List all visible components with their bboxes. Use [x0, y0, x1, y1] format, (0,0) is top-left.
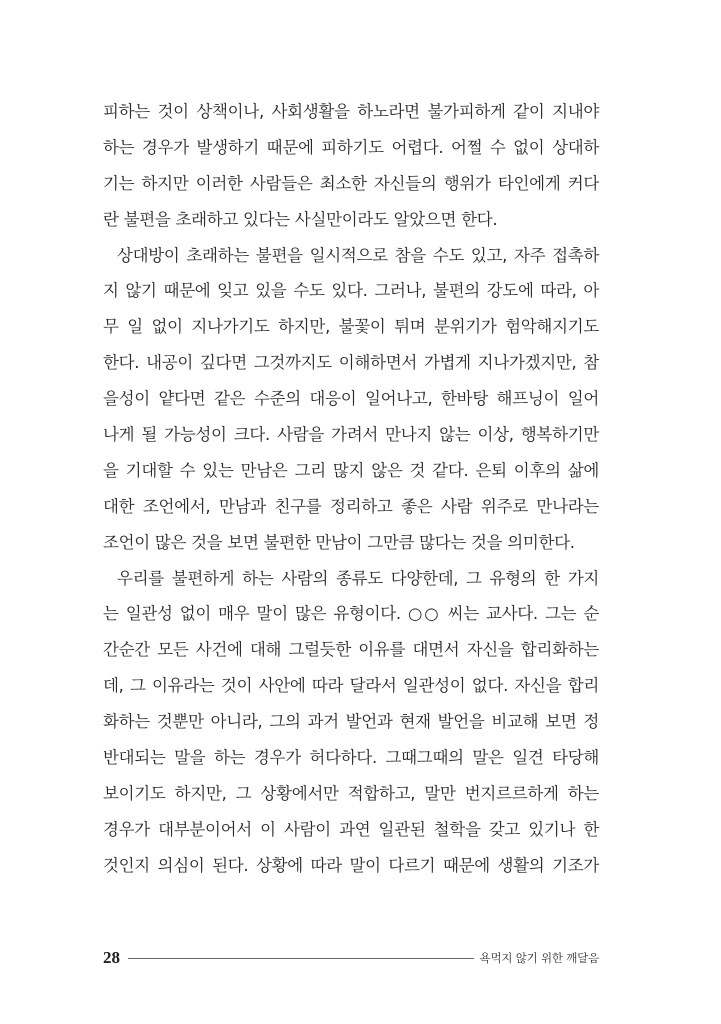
- text-line: 을 기대할 수 있는 만남은 그리 많지 않은 것 같다. 은퇴 이후의 삶에: [103, 460, 599, 480]
- paragraph-first-line: 상대방이 초래하는 불편을 일시적으로 참을 수도 있고, 자주 접촉하: [117, 245, 599, 265]
- body-text: [103, 94, 599, 884]
- text-line: 란 불편을 초래하고 있다는 사실만이라도 알았으면 한다.: [103, 209, 498, 229]
- footer-rule: [128, 958, 474, 959]
- page-footer: [103, 945, 599, 971]
- text-line: 지 않기 때문에 잊고 있을 수도 있다. 그러나, 불편의 강도에 따라, 아: [103, 281, 599, 301]
- text-line: 하는 경우가 발생하기 때문에 피하기도 어렵다. 어쩔 수 없이 상대하: [103, 137, 599, 157]
- running-title: 욕먹지 않기 위한 깨달음: [479, 951, 599, 965]
- text-line: 는 일관성 없이 매우 말이 많은 유형이다. ○○ 씨는 교사다. 그는 순: [103, 604, 599, 624]
- text-line: 경우가 대부분이어서 이 사람이 과연 일관된 철학을 갖고 있기나 한: [103, 819, 599, 839]
- text-line: 을성이 얕다면 같은 수준의 대응이 일어나고, 한바탕 해프닝이 일어: [103, 389, 599, 409]
- text-line: 대한 조언에서, 만남과 친구를 정리하고 좋은 사람 위주로 만나라는: [103, 496, 599, 516]
- text-line: 한다. 내공이 깊다면 그것까지도 이해하면서 가볍게 지나가겠지만, 참: [103, 353, 599, 373]
- text-line: 간순간 모든 사건에 대해 그럴듯한 이유를 대면서 자신을 합리화하는: [103, 640, 599, 660]
- text-line: 보이기도 하지만, 그 상황에서만 적합하고, 말만 번지르르하게 하는: [103, 783, 599, 803]
- text-line: 것인지 의심이 된다. 상황에 따라 말이 다르기 때문에 생활의 기조가: [103, 855, 599, 875]
- text-line: 나게 될 가능성이 크다. 사람을 가려서 만나지 않는 이상, 행복하기만: [103, 425, 599, 445]
- text-line: 반대되는 말을 하는 경우가 허다하다. 그때그때의 말은 일견 타당해: [103, 748, 599, 768]
- text-line: 기는 하지만 이러한 사람들은 최소한 자신들의 행위가 타인에게 커다: [103, 173, 599, 193]
- text-line: 피하는 것이 상책이나, 사회생활을 하노라면 불가피하게 같이 지내야: [103, 102, 599, 121]
- text-line: 화하는 것뿐만 아니라, 그의 과거 발언과 현재 발언을 비교해 보면 정: [103, 712, 599, 732]
- page-number: 28: [103, 948, 120, 967]
- text-line: 조언이 많은 것을 보면 불편한 만남이 그만큼 많다는 것을 의미한다.: [103, 532, 575, 552]
- text-line: 데, 그 이유라는 것이 사안에 따라 달라서 일관성이 없다. 자신을 합리: [103, 676, 599, 696]
- paragraph-first-line: 우리를 불편하게 하는 사람의 종류도 다양한데, 그 유형의 한 가지: [117, 568, 599, 588]
- text-line: 무 일 없이 지나가기도 하지만, 불꽃이 튀며 분위기가 험악해지기도: [103, 317, 599, 337]
